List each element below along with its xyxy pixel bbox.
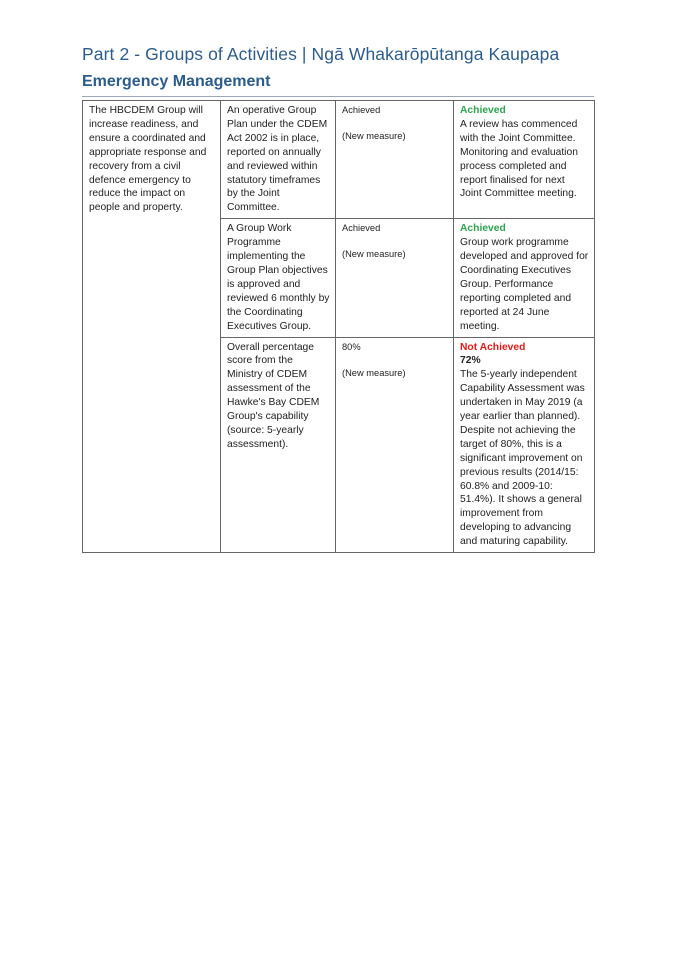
target-cell	[336, 337, 454, 553]
target-note: (New measure)	[342, 249, 406, 260]
measure-cell: Overall percentage score from the Ministry of CDEM assessment of the Hawke's Bay CDEM Group's capability (source: 5-yearly assessment).	[221, 337, 336, 553]
result-cell	[454, 101, 595, 219]
result-cell	[454, 337, 595, 553]
result-value: 72%	[460, 355, 481, 367]
target-value: Achieved	[342, 223, 381, 234]
status-badge: Achieved	[460, 223, 506, 235]
target-cell	[336, 219, 454, 337]
result-comment: A review has commenced with the Joint Committee. Monitoring and evaluation process completed and report finalised for next Joint Committee meeting.	[460, 118, 578, 200]
target-note: (New measure)	[342, 131, 406, 141]
section-divider	[82, 96, 594, 97]
table-row	[83, 101, 595, 219]
level-of-service-cell: The HBCDEM Group will increase readiness, and ensure a coordinated and appropriate response and recovery from a civil defence emergency to reduce the impact on people and property.	[83, 101, 221, 553]
target-cell	[336, 101, 454, 219]
result-comment: The 5-yearly independent Capability Assessment was undertaken in May 2019 (a year earlier than planned). Despite not achieving the target of 80%, this is a significant improvement on previous results (2014/15: 60.8% and 2009-10: 51.4%). It shows a general improvement from developing to advancing and maturing capability.	[460, 369, 585, 548]
section-title: Emergency Management	[82, 73, 271, 90]
target-note: (New measure)	[342, 367, 406, 378]
measure-cell: A Group Work Programme implementing the Group Plan objectives is approved and reviewed 6 monthly by the Coordinating Executives Group.	[221, 219, 336, 337]
status-badge: Not Achieved	[460, 341, 526, 353]
status-badge: Achieved	[460, 105, 506, 116]
result-cell	[454, 219, 595, 337]
performance-measures-table	[82, 100, 595, 553]
measure-cell: An operative Group Plan under the CDEM Act 2002 is in place, reported on annually and reviewed within statutory timeframes by the Joint Committee.	[221, 101, 336, 219]
result-comment: Group work programme developed and approved for Coordinating Executives Group. Performance reporting completed and reported at 24 June meeting.	[460, 237, 589, 332]
target-value: 80%	[342, 341, 361, 352]
target-value: Achieved	[342, 105, 381, 115]
page-title: Part 2 - Groups of Activities | Ngā Whakarōpūtanga Kaupapa	[82, 44, 560, 64]
